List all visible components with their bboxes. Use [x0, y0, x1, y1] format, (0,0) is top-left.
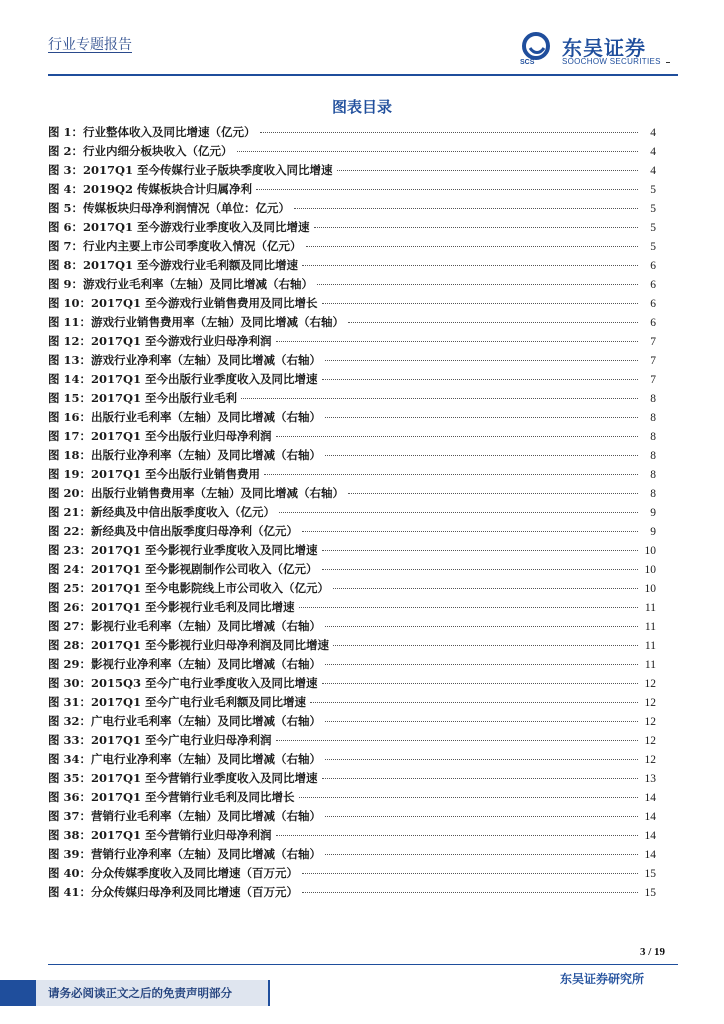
toc-leader-dots — [299, 607, 638, 608]
toc-leader-dots — [325, 455, 638, 456]
toc-leader-dots — [279, 512, 638, 513]
toc-entry-page[interactable]: 14 — [644, 849, 656, 861]
toc-leader-dots — [333, 645, 638, 646]
toc-entry[interactable] — [48, 371, 656, 390]
toc-entry[interactable] — [48, 732, 656, 751]
toc-entry[interactable] — [48, 884, 656, 903]
toc-entry-page[interactable]: 8 — [650, 450, 656, 462]
toc-entry-page[interactable]: 5 — [650, 222, 656, 234]
toc-entry-page[interactable]: 12 — [644, 754, 656, 766]
toc-leader-dots — [348, 322, 638, 323]
toc-leader-dots — [322, 303, 638, 304]
toc-leader-dots — [299, 797, 638, 798]
toc-entry-label[interactable]: 图 12：2017Q1 至今游戏行业归母净利润 — [48, 334, 272, 348]
toc-entry[interactable] — [48, 390, 656, 409]
toc-leader-dots — [276, 835, 638, 836]
toc-entry-page[interactable]: 12 — [644, 735, 656, 747]
footer-org-name: 东吴证券研究所 — [560, 972, 645, 986]
toc-entry-label[interactable]: 图 37：营销行业毛利率（左轴）及同比增减（右轴） — [48, 809, 322, 823]
toc-entry[interactable] — [48, 238, 656, 257]
disclaimer-banner — [0, 980, 270, 1006]
toc-entry[interactable] — [48, 580, 656, 599]
toc-entry-page[interactable]: 12 — [644, 716, 656, 728]
toc-entry-label[interactable]: 图 22：新经典及中信出版季度归母净利（亿元） — [48, 524, 299, 538]
toc-leader-dots — [237, 151, 638, 152]
toc-entry-label[interactable]: 图 33：2017Q1 至今广电行业归母净利润 — [48, 733, 272, 747]
toc-entry-page[interactable]: 6 — [650, 260, 656, 272]
toc-entry-page[interactable]: 7 — [650, 336, 656, 348]
toc-entry[interactable] — [48, 846, 656, 865]
toc-leader-dots — [302, 531, 638, 532]
toc-entry-label[interactable]: 图 30：2015Q3 至今广电行业季度收入及同比增速 — [48, 676, 318, 690]
toc-leader-dots — [302, 873, 638, 874]
toc-entry-page[interactable]: 14 — [644, 792, 656, 804]
toc-leader-dots — [325, 626, 638, 627]
toc-leader-dots — [294, 208, 638, 209]
toc-leader-dots — [264, 474, 638, 475]
toc-entry-label[interactable]: 图 25：2017Q1 至今电影院线上市公司收入（亿元） — [48, 581, 330, 595]
toc-leader-dots — [317, 284, 638, 285]
toc-entry[interactable] — [48, 295, 656, 314]
toc-entry[interactable] — [48, 865, 656, 884]
toc-entry-label[interactable]: 图 40：分众传媒季度收入及同比增速（百万元） — [48, 866, 299, 880]
toc-leader-dots — [325, 721, 638, 722]
toc-entry-page[interactable]: 9 — [650, 507, 656, 519]
toc-entry[interactable] — [48, 542, 656, 561]
toc-leader-dots — [325, 360, 638, 361]
toc-entry[interactable] — [48, 257, 656, 276]
toc-leader-dots — [325, 759, 638, 760]
toc-leader-dots — [322, 379, 638, 380]
report-type-label: 行业专题报告 — [48, 37, 132, 53]
toc-leader-dots — [314, 227, 638, 228]
toc-entry-page[interactable]: 4 — [650, 146, 656, 158]
toc-entry-page[interactable]: 8 — [650, 488, 656, 500]
toc-entry-page[interactable]: 8 — [650, 469, 656, 481]
toc-entry[interactable] — [48, 314, 656, 333]
toc-entry-label[interactable]: 图 24：2017Q1 至今影视剧制作公司收入（亿元） — [48, 562, 318, 576]
toc-entry-page[interactable]: 5 — [650, 203, 656, 215]
toc-entry[interactable] — [48, 694, 656, 713]
toc-entry-page[interactable]: 6 — [650, 317, 656, 329]
toc-entry-label[interactable]: 图 31：2017Q1 至今广电行业毛利额及同比增速 — [48, 695, 307, 709]
toc-entry[interactable] — [48, 276, 656, 295]
footer-divider — [48, 964, 678, 965]
toc-entry[interactable] — [48, 504, 656, 523]
toc-entry-page[interactable]: 10 — [644, 583, 656, 595]
toc-entry-page[interactable]: 4 — [650, 165, 656, 177]
toc-leader-dots — [333, 588, 638, 589]
toc-entry[interactable] — [48, 200, 656, 219]
toc-leader-dots — [302, 892, 638, 893]
toc-entry-label[interactable]: 图 27：影视行业毛利率（左轴）及同比增减（右轴） — [48, 619, 322, 633]
toc-entry-page[interactable]: 10 — [644, 545, 656, 557]
toc-entry-label[interactable]: 图 21：新经典及中信出版季度收入（亿元） — [48, 505, 276, 519]
toc-entry-page[interactable]: 11 — [644, 621, 656, 633]
toc-entry-page[interactable]: 13 — [644, 773, 656, 785]
toc-entry[interactable] — [48, 447, 656, 466]
toc-entry[interactable] — [48, 637, 656, 656]
toc-entry-page[interactable]: 10 — [644, 564, 656, 576]
toc-entry-label[interactable]: 图 11：游戏行业销售费用率（左轴）及同比增减（右轴） — [48, 315, 345, 329]
toc-entry-label[interactable]: 图 20：出版行业销售费用率（左轴）及同比增减（右轴） — [48, 486, 345, 500]
toc-entry-label[interactable]: 图 3：2017Q1 至今传媒行业子版块季度收入同比增速 — [48, 163, 333, 177]
toc-entry-page[interactable]: 11 — [644, 640, 656, 652]
toc-entry[interactable] — [48, 675, 656, 694]
brand-name-cn: 东吴证券 — [562, 36, 646, 60]
toc-leader-dots — [322, 683, 638, 684]
toc-entry-page[interactable]: 11 — [644, 659, 656, 671]
toc-entry[interactable] — [48, 827, 656, 846]
brand-logo — [520, 30, 680, 70]
toc-leader-dots — [348, 493, 638, 494]
toc-entry-label[interactable]: 图 26：2017Q1 至今影视行业毛利及同比增速 — [48, 600, 295, 614]
toc-entry[interactable] — [48, 789, 656, 808]
toc-entry[interactable] — [48, 409, 656, 428]
toc-entry-page[interactable]: 7 — [650, 374, 656, 386]
toc-leader-dots — [322, 778, 638, 779]
toc-entry-page[interactable]: 14 — [644, 811, 656, 823]
toc-entry-label[interactable]: 图 35：2017Q1 至今营销行业季度收入及同比增速 — [48, 771, 318, 785]
toc-entry-label[interactable]: 图 8：2017Q1 至今游戏行业毛利额及同比增速 — [48, 258, 299, 272]
toc-entry-label[interactable]: 图 1：行业整体收入及同比增速（亿元） — [48, 125, 256, 139]
toc-entry[interactable] — [48, 751, 656, 770]
header-divider — [48, 74, 678, 76]
toc-entry-page[interactable]: 8 — [650, 393, 656, 405]
toc-entry-page[interactable]: 7 — [650, 355, 656, 367]
toc-entry-page[interactable]: 15 — [644, 887, 656, 899]
toc-entry[interactable] — [48, 485, 656, 504]
toc-leader-dots — [337, 170, 638, 171]
toc-entry[interactable] — [48, 219, 656, 238]
toc-entry-page[interactable]: 12 — [644, 678, 656, 690]
toc-entry-label[interactable]: 图 4：2019Q2 传媒板块合计归属净利 — [48, 182, 253, 196]
toc-entry-page[interactable]: 9 — [650, 526, 656, 538]
toc-leader-dots — [325, 664, 638, 665]
page-number: 3 / 19 — [640, 946, 666, 958]
toc-leader-dots — [302, 265, 638, 266]
toc-leader-dots — [276, 436, 638, 437]
toc-entry[interactable] — [48, 428, 656, 447]
toc-entry-label[interactable]: 图 5：传媒板块归母净利润情况（单位：亿元） — [48, 201, 291, 215]
toc-entry-label[interactable]: 图 16：出版行业毛利率（左轴）及同比增减（右轴） — [48, 410, 322, 424]
toc-entry[interactable] — [48, 352, 656, 371]
toc-entry[interactable] — [48, 143, 656, 162]
toc-entry-label[interactable]: 图 17：2017Q1 至今出版行业归母净利润 — [48, 429, 272, 443]
toc-list — [48, 124, 656, 903]
toc-entry[interactable] — [48, 162, 656, 181]
toc-entry-page[interactable]: 14 — [644, 830, 656, 842]
toc-leader-dots — [260, 132, 638, 133]
toc-entry-page[interactable]: 6 — [650, 298, 656, 310]
toc-title: 图表目录 — [331, 98, 392, 116]
toc-entry-label[interactable]: 图 2：行业内细分板块收入（亿元） — [48, 144, 233, 158]
toc-entry[interactable] — [48, 599, 656, 618]
toc-entry[interactable] — [48, 770, 656, 789]
toc-entry-label[interactable]: 图 9：游戏行业毛利率（左轴）及同比增减（右轴） — [48, 277, 314, 291]
toc-leader-dots — [325, 417, 638, 418]
toc-entry-label[interactable]: 图 13：游戏行业净利率（左轴）及同比增减（右轴） — [48, 353, 322, 367]
toc-entry-label[interactable]: 图 39：营销行业净利率（左轴）及同比增减（右轴） — [48, 847, 322, 861]
toc-entry[interactable] — [48, 181, 656, 200]
toc-entry-page[interactable]: 5 — [650, 241, 656, 253]
toc-entry-label[interactable]: 图 29：影视行业净利率（左轴）及同比增减（右轴） — [48, 657, 322, 671]
toc-leader-dots — [256, 189, 638, 190]
toc-entry-label[interactable]: 图 28：2017Q1 至今影视行业归母净利润及同比增速 — [48, 638, 330, 652]
toc-leader-dots — [325, 816, 638, 817]
toc-entry-label[interactable]: 图 23：2017Q1 至今影视行业季度收入及同比增速 — [48, 543, 318, 557]
toc-entry-label[interactable]: 图 32：广电行业毛利率（左轴）及同比增减（右轴） — [48, 714, 322, 728]
toc-leader-dots — [322, 569, 638, 570]
toc-entry-label[interactable]: 图 34：广电行业净利率（左轴）及同比增减（右轴） — [48, 752, 322, 766]
toc-entry-page[interactable]: 8 — [650, 431, 656, 443]
toc-entry[interactable] — [48, 808, 656, 827]
toc-entry-page[interactable]: 5 — [650, 184, 656, 196]
toc-entry-label[interactable]: 图 36：2017Q1 至今营销行业毛利及同比增长 — [48, 790, 295, 804]
toc-entry[interactable] — [48, 124, 656, 143]
toc-entry-page[interactable]: 12 — [644, 697, 656, 709]
toc-leader-dots — [276, 341, 638, 342]
toc-leader-dots — [325, 854, 638, 855]
toc-entry[interactable] — [48, 656, 656, 675]
header-mark — [666, 62, 670, 63]
toc-entry-label[interactable]: 图 18：出版行业净利率（左轴）及同比增减（右轴） — [48, 448, 322, 462]
disclaimer-text: 请务必阅读正文之后的免责声明部分 — [36, 980, 268, 1006]
toc-entry[interactable] — [48, 618, 656, 637]
toc-entry-page[interactable]: 4 — [650, 127, 656, 139]
toc-entry-label[interactable]: 图 10：2017Q1 至今游戏行业销售费用及同比增长 — [48, 296, 318, 310]
toc-entry-page[interactable]: 15 — [644, 868, 656, 880]
toc-entry-label[interactable]: 图 7：行业内主要上市公司季度收入情况（亿元） — [48, 239, 302, 253]
toc-entry[interactable] — [48, 561, 656, 580]
toc-entry-label[interactable]: 图 41：分众传媒归母净利及同比增速（百万元） — [48, 885, 299, 899]
toc-leader-dots — [276, 740, 638, 741]
toc-leader-dots — [310, 702, 638, 703]
toc-entry-label[interactable]: 图 19：2017Q1 至今出版行业销售费用 — [48, 467, 261, 481]
toc-entry-label[interactable]: 图 14：2017Q1 至今出版行业季度收入及同比增速 — [48, 372, 318, 386]
toc-entry-label[interactable]: 图 15：2017Q1 至今出版行业毛利 — [48, 391, 238, 405]
toc-entry-page[interactable]: 6 — [650, 279, 656, 291]
brand-name-en: SOOCHOW SECURITIES — [562, 57, 661, 66]
toc-leader-dots — [241, 398, 638, 399]
brand-mark-text: SCS — [520, 59, 535, 66]
toc-entry[interactable] — [48, 333, 656, 352]
toc-entry[interactable] — [48, 713, 656, 732]
toc-entry[interactable] — [48, 466, 656, 485]
toc-leader-dots — [322, 550, 638, 551]
toc-entry-label[interactable]: 图 6：2017Q1 至今游戏行业季度收入及同比增速 — [48, 220, 310, 234]
toc-leader-dots — [306, 246, 638, 247]
toc-entry-page[interactable]: 8 — [650, 412, 656, 424]
toc-entry-page[interactable]: 11 — [644, 602, 656, 614]
toc-entry[interactable] — [48, 523, 656, 542]
toc-entry-label[interactable]: 图 38：2017Q1 至今营销行业归母净利润 — [48, 828, 272, 842]
